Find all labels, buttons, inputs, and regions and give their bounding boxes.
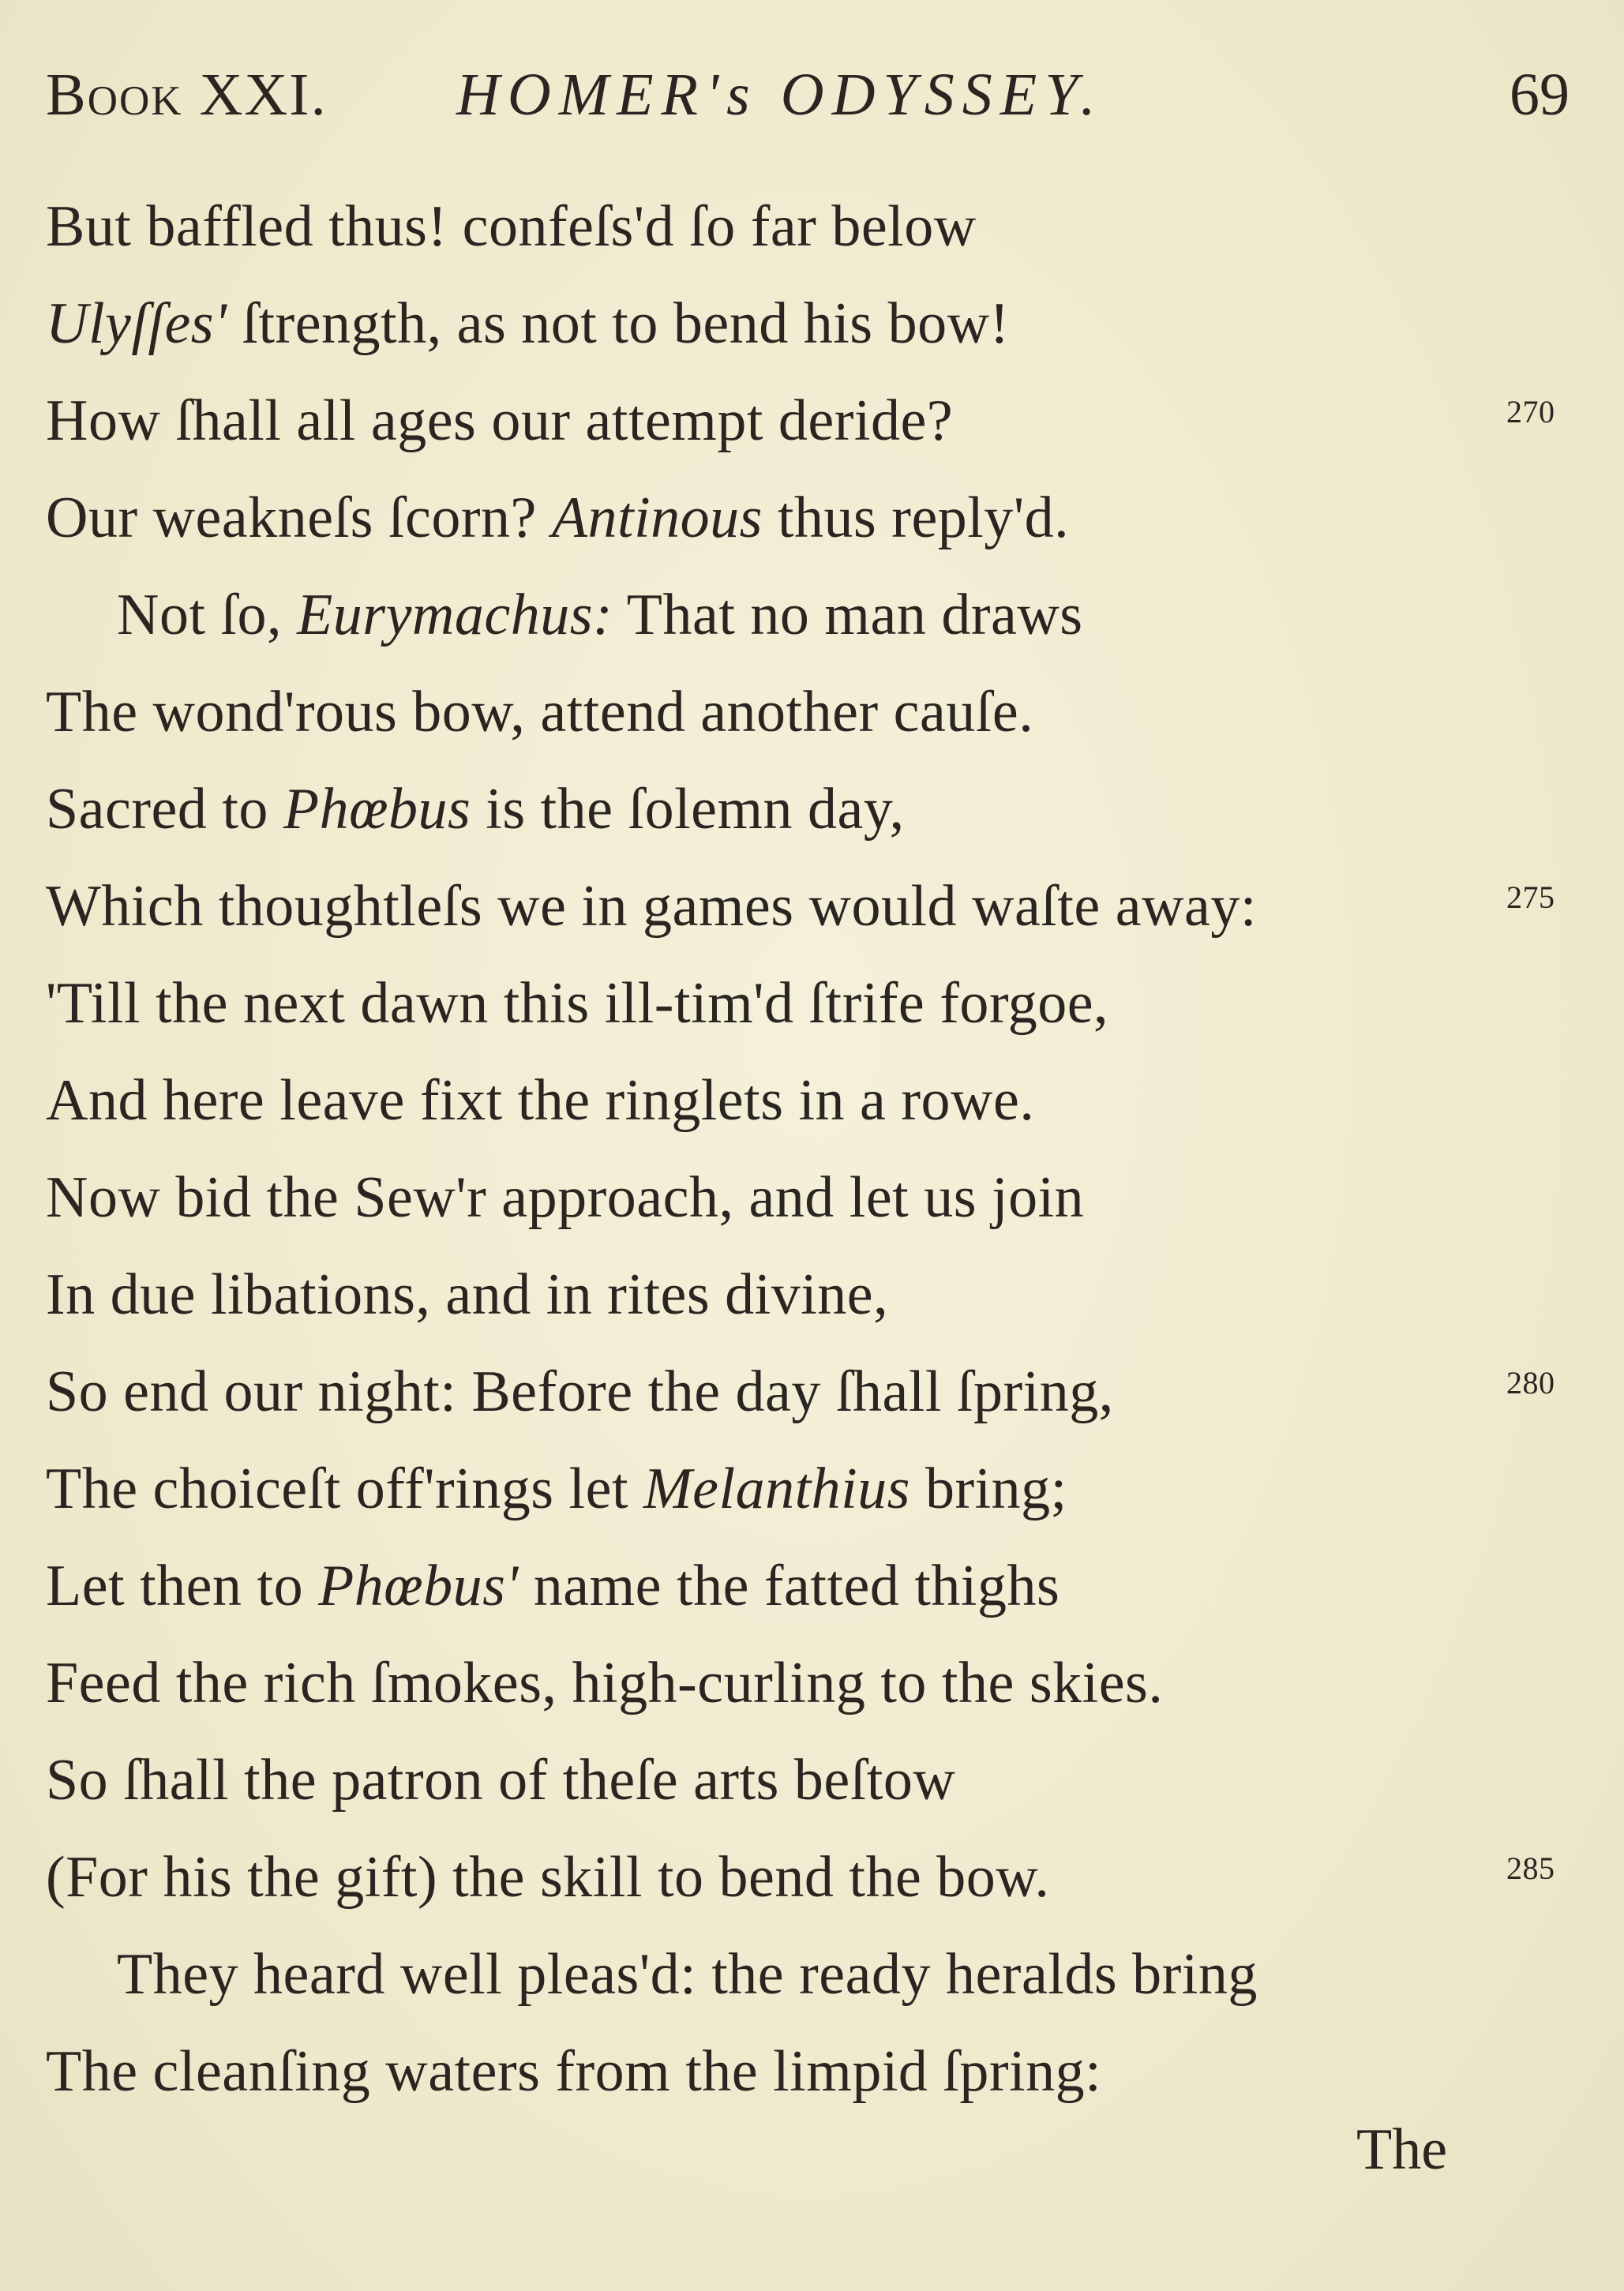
verse-line (46, 858, 1555, 955)
verse-text-span: That no man draws (613, 583, 1083, 647)
verse-line (46, 955, 1530, 1052)
verse-text-span: Let then to (46, 1554, 319, 1618)
verse-line (46, 1926, 1530, 2023)
verse-text-span: Sacred to (46, 777, 283, 842)
verse-text-span: So end our night: Before the day ſhall ſpring, (46, 1359, 1114, 1424)
verse-text-span: And here leave fixt the ringlets in a rowe. (46, 1068, 1035, 1133)
verse-line (46, 1052, 1530, 1149)
catchword: The (1356, 2117, 1448, 2182)
italic-name: Phœbus (283, 777, 471, 842)
verse-text-span: Feed the rich ſmokes, high-curling to the skies. (46, 1651, 1164, 1715)
italic-name: Ulyſſes' (46, 291, 227, 356)
verse-text-span: So ſhall the patron of theſe arts beſtow (46, 1748, 956, 1813)
verse-line (46, 1732, 1530, 1829)
verse-line (46, 1635, 1530, 1732)
verse-text-span: name the fatted thighs (518, 1554, 1060, 1618)
running-header (46, 55, 1570, 134)
italic-name: Melanthius (643, 1457, 910, 1521)
verse-text-span: The cleanſing waters from the limpid ſpring: (46, 2039, 1102, 2104)
verse-line (46, 178, 1530, 276)
line-number: 280 (1506, 1365, 1555, 1400)
italic-name: Antinous (551, 486, 763, 550)
verse-text-span: ſtrength, as not to bend his bow! (227, 291, 1010, 356)
line-number: 275 (1506, 879, 1555, 915)
verse-text-span: Now bid the Sew'r approach, and let us join (46, 1165, 1085, 1230)
verse-line (46, 567, 1530, 664)
verse-line (46, 1247, 1530, 1344)
verse-line (46, 1538, 1530, 1635)
verse-text-span: In due libations, and in rites divine, (46, 1262, 889, 1327)
verse-line (46, 470, 1530, 567)
verse-line (46, 1149, 1530, 1247)
verse-line (46, 664, 1530, 761)
verse-line (46, 373, 1555, 470)
italic-name: Phœbus' (318, 1554, 519, 1618)
verse-text-span: Not ſo, (117, 583, 298, 647)
verse-line (46, 761, 1530, 858)
book-word: Book (46, 62, 183, 128)
verse-text-span: The choiceſt off'rings let (46, 1457, 644, 1521)
verse-text-span: bring; (910, 1457, 1067, 1521)
book-label (46, 55, 328, 134)
book-number: XXI. (199, 62, 328, 128)
verse-text-span: The wond'rous bow, attend another cauſe. (46, 680, 1034, 744)
verse-text-span: But baffled thus! confeſs'd ſo far below (46, 194, 977, 259)
verse-line (46, 1829, 1555, 1926)
line-number: 270 (1506, 394, 1555, 429)
verse-text (46, 178, 1555, 2120)
verse-text-span: (For his the gift) the skill to bend the bow. (46, 1845, 1050, 1910)
verse-text-span: is the ſolemn day, (471, 777, 905, 842)
verse-text-span: Our weakneſs ſcorn? (46, 486, 552, 550)
verse-text-span: They heard well pleas'd: the ready heralds bring (117, 1942, 1258, 2007)
line-number: 285 (1506, 1850, 1555, 1886)
verse-line (46, 1441, 1530, 1538)
page-number: 69 (1510, 62, 1570, 128)
verse-text-span: Which thoughtleſs we in games would waſte away: (46, 874, 1257, 939)
italic-name: Eurymachus: (297, 583, 613, 647)
verse-text-span: thus reply'd. (762, 486, 1070, 550)
verse-line (46, 2023, 1530, 2120)
running-title: HOMER's ODYSSEY. (456, 62, 1104, 128)
verse-text-span: 'Till the next dawn this ill-tim'd ſtrife forgoe, (46, 971, 1109, 1036)
verse-line (46, 1344, 1555, 1441)
verse-line (46, 276, 1530, 373)
verse-text-span: How ſhall all ages our attempt deride? (46, 388, 954, 453)
